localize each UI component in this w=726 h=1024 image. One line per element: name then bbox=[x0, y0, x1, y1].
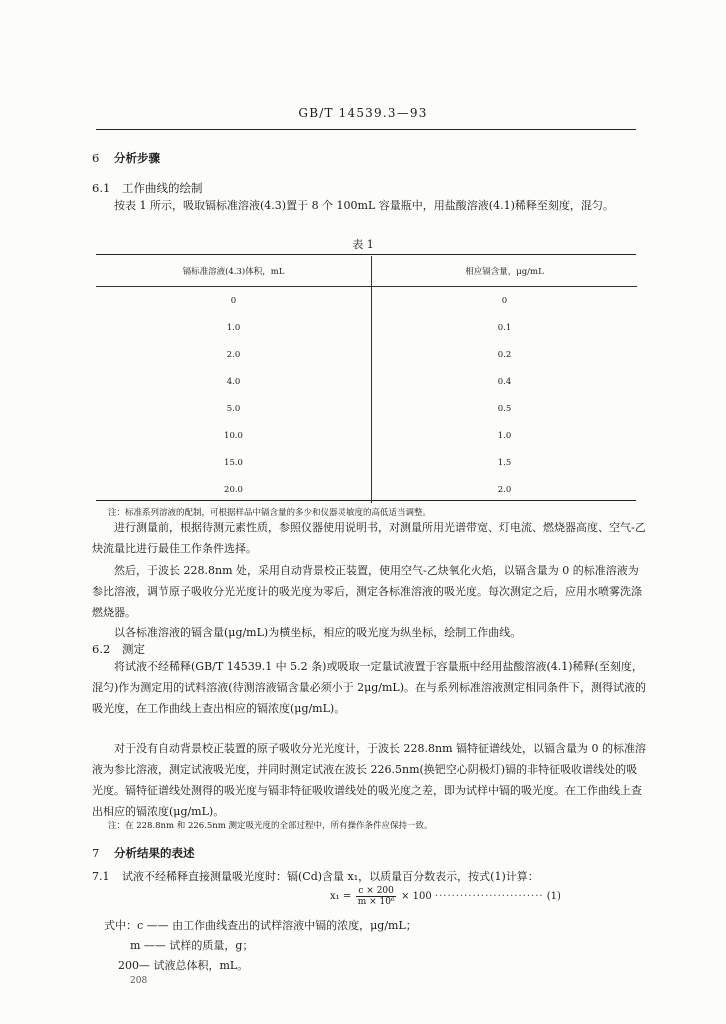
table-row bbox=[96, 287, 637, 315]
column-header: 镉标准溶液(4.3)体积，mL bbox=[96, 256, 372, 287]
table-row bbox=[96, 314, 637, 341]
formula-numerator: c × 200 bbox=[358, 886, 394, 896]
table-cell: 20.0 bbox=[96, 476, 372, 503]
table-cell: 5.0 bbox=[96, 395, 372, 422]
table-top-rule bbox=[96, 254, 636, 255]
table-cell: 0.5 bbox=[497, 403, 512, 414]
table-row bbox=[96, 422, 637, 449]
section-6-1-heading bbox=[92, 180, 203, 196]
table-header-row bbox=[96, 256, 637, 287]
section-number: 6.1 bbox=[92, 181, 111, 195]
variable-definition: m —— 试样的质量，g； bbox=[130, 939, 254, 952]
formula-1 bbox=[330, 886, 650, 907]
section-title: 测定 bbox=[122, 642, 145, 656]
variable-definition: 200— 试液总体积，mL。 bbox=[118, 959, 249, 972]
table-row bbox=[96, 368, 637, 395]
table-bottom-rule bbox=[96, 500, 636, 501]
section-title: 分析步骤 bbox=[114, 151, 160, 165]
where-clause: 式中：c —— 由工作曲线查出的试样溶液中镉的浓度，μg/mL； bbox=[104, 919, 417, 932]
table-cell: 1.0 bbox=[96, 314, 372, 341]
column-header: 相应镉含量，μg/mL bbox=[372, 256, 638, 287]
leader-dots: ·························· bbox=[434, 891, 544, 902]
paragraph: 将试液不经稀释(GB/T 14539.1 中 5.2 条)或吸取一定量试液置于容量瓶中经用盐酸溶液(4.1)稀释(至刻度，混匀)作为测定用的试料溶液(待测溶液镉含量必须小于 2μg/mL)。在与系列标准溶液测定相同条件下，测得试液的吸光度，在工作曲线上查出相应的镉浓度(μg/mL)。 bbox=[92, 660, 646, 715]
section-7-1 bbox=[92, 866, 647, 887]
table-cell: 0.2 bbox=[497, 349, 512, 360]
section-7-heading bbox=[92, 845, 195, 861]
table-cell: 0.4 bbox=[497, 376, 512, 387]
section-6-2-heading bbox=[92, 641, 145, 657]
table-cell: 0.1 bbox=[497, 322, 512, 333]
section-number: 6 bbox=[92, 151, 100, 165]
table-row bbox=[96, 395, 637, 422]
paragraph: 进行测量前，根据待测元素性质，参照仪器使用说明书，对测量所用光谱带宽、灯电流、燃烧器高度、空气-乙炔流量比进行最佳工作条件选择。 bbox=[92, 521, 646, 555]
section-number: 7 bbox=[92, 846, 100, 860]
table-row bbox=[96, 341, 637, 368]
table-cell: 4.0 bbox=[96, 368, 372, 395]
table-cell: 2.0 bbox=[497, 484, 512, 495]
table-cell: 1.5 bbox=[497, 457, 512, 468]
section-title: 分析结果的表述 bbox=[114, 846, 195, 860]
table-cell: 2.0 bbox=[96, 341, 372, 368]
formula-fraction bbox=[356, 886, 395, 907]
document-header: GB/T 14539.3—93 bbox=[298, 106, 428, 120]
formula-label: (1) bbox=[546, 891, 561, 902]
table-cell: 1.0 bbox=[497, 430, 512, 441]
paragraph: 对于没有自动背景校正装置的原子吸收分光光度计，于波长 228.8nm 镉特征谱线处，以镉含量为 0 的标准溶液为参比溶液，测定试液吸光度，并同时测定试液在波长 226.5nm(换钯空心阴极灯)镉的非特征吸收谱线处的吸光度。镉特征谱线处测得的吸光度与镉非特征吸收谱线处的吸光度之差，即为试样中镉的吸光度。在工作曲线上查出相应的镉浓度(μg/mL)。 bbox=[92, 742, 646, 818]
paragraph: 以各标准溶液的镉含量(μg/mL)为横坐标，相应的吸光度为纵坐标，绘制工作曲线。 bbox=[114, 626, 522, 639]
paragraph: 按表 1 所示，吸取镉标准溶液(4.3)置于 8 个 100mL 容量瓶中，用盐酸溶液(4.1)稀释至刻度，混匀。 bbox=[114, 199, 614, 212]
section-6-heading bbox=[92, 150, 160, 166]
page-number: 208 bbox=[130, 976, 148, 986]
paragraph: 试液不经稀释直接测量吸光度时：镉(Cd)含量 x₁，以质量百分数表示，按式(1)计算： bbox=[122, 870, 539, 883]
section-number: 7.1 bbox=[92, 870, 110, 883]
table-cell: 10.0 bbox=[96, 422, 372, 449]
note: 注：在 228.8nm 和 226.5nm 测定吸光度的全部过程中，所有操作条件应保持一致。 bbox=[108, 821, 433, 831]
table-note: 注：标准系列溶液的配制，可根据样品中镉含量的多少和仪器灵敏度的高低适当调整。 bbox=[108, 508, 432, 518]
table-caption: 表 1 bbox=[352, 238, 374, 251]
formula-denominator: m × 10⁶ bbox=[357, 897, 395, 907]
table-cell: 0 bbox=[501, 295, 508, 306]
section-number: 6.2 bbox=[92, 642, 111, 656]
data-table bbox=[96, 256, 637, 503]
table-cell: 15.0 bbox=[96, 449, 372, 476]
paragraph: 然后，于波长 228.8nm 处，采用自动背景校正装置，使用空气-乙炔氧化火焰，以镉含量为 0 的标准溶液为参比溶液，调节原子吸收分光光度计的吸光度为零后，测定各标准溶液的吸光度。每次测定之后，应用水喷雾洗涤燃烧器。 bbox=[92, 564, 642, 619]
header-rule bbox=[96, 129, 636, 130]
formula-tail: × 100 bbox=[401, 891, 432, 902]
table-row bbox=[96, 449, 637, 476]
table-cell: 0 bbox=[96, 287, 372, 315]
table-row bbox=[96, 476, 637, 503]
section-title: 工作曲线的绘制 bbox=[122, 181, 203, 195]
formula-lhs: x₁ = bbox=[330, 891, 352, 902]
